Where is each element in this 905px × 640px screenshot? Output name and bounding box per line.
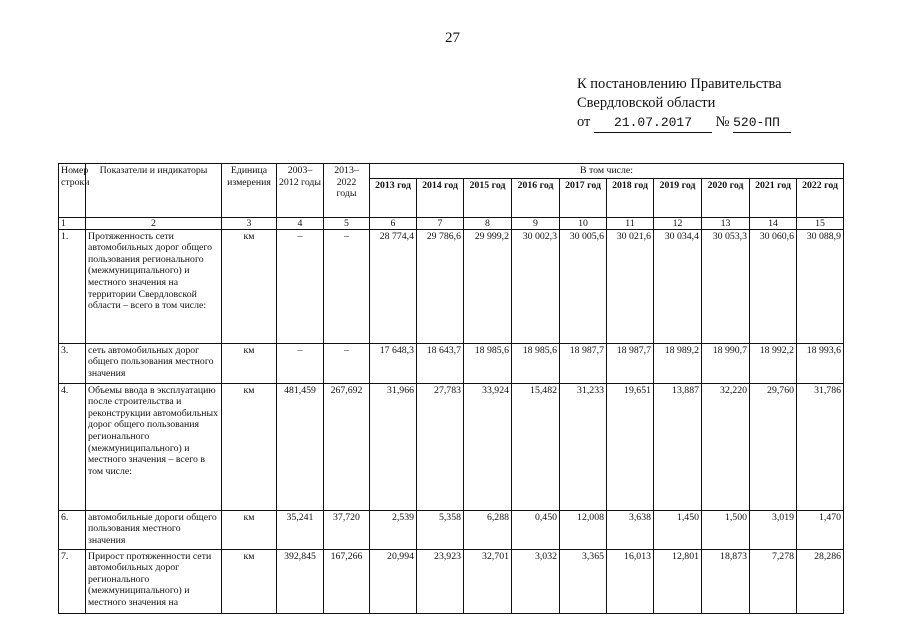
period1-value: –: [277, 343, 324, 383]
year-value: 29,760: [750, 383, 797, 510]
col-number: 5: [324, 217, 370, 229]
year-value: 12,008: [560, 510, 607, 549]
decree-line-1: К постановлению Правительства: [577, 76, 782, 92]
year-value: 0,450: [512, 510, 560, 549]
indicator-name: Прирост протяженности сети автомобильных дорог регионального (межмуниципального) и местного значения на: [86, 549, 222, 613]
decree-number: 520-ПП: [733, 113, 791, 133]
year-value: 18 993,6: [797, 343, 844, 383]
decree-date-line: [577, 113, 791, 133]
year-value: 32,701: [464, 549, 512, 613]
head-year: 2017 год: [560, 178, 607, 217]
period2-value: 267,692: [324, 383, 370, 510]
col-number: 9: [512, 217, 560, 229]
col-number: 12: [654, 217, 702, 229]
row-number: 4.: [59, 383, 86, 510]
year-value: 2,539: [370, 510, 417, 549]
col-number: 14: [750, 217, 797, 229]
year-value: 3,638: [607, 510, 654, 549]
year-value: 18 985,6: [464, 343, 512, 383]
table-row: [59, 229, 844, 343]
table-row: [59, 549, 844, 613]
indicator-name: сеть автомобильных дорог общего пользования местного значения: [86, 343, 222, 383]
decree-date: 21.07.2017: [594, 113, 712, 133]
year-value: 6,288: [464, 510, 512, 549]
year-value: 30 060,6: [750, 229, 797, 343]
col-number: 11: [607, 217, 654, 229]
table-row: [59, 510, 844, 549]
decree-line-2: Свердловской области: [577, 95, 716, 111]
year-value: 17 648,3: [370, 343, 417, 383]
year-value: 28 774,4: [370, 229, 417, 343]
year-value: 30 053,3: [702, 229, 750, 343]
col-number: 10: [560, 217, 607, 229]
head-year: 2022 год: [797, 178, 844, 217]
head-year: 2020 год: [702, 178, 750, 217]
indicators-table: [58, 163, 844, 614]
year-value: 3,032: [512, 549, 560, 613]
year-value: 30 002,3: [512, 229, 560, 343]
decree-reference: [577, 75, 791, 133]
col-number: 4: [277, 217, 324, 229]
row-number: 6.: [59, 510, 86, 549]
period1-value: 35,241: [277, 510, 324, 549]
year-value: 15,482: [512, 383, 560, 510]
head-indicator: Показатели и индикаторы: [86, 164, 222, 218]
year-value: 30 005,6: [560, 229, 607, 343]
head-year: 2021 год: [750, 178, 797, 217]
head-including: В том числе:: [370, 164, 844, 179]
year-value: 18 990,7: [702, 343, 750, 383]
indicator-name: Протяженность сети автомобильных дорог общего пользования регионального (межмуниципального) и местного значения на территории Свердловской области – всего в том числе:: [86, 229, 222, 343]
col-number: 8: [464, 217, 512, 229]
head-row-no: Номер строки: [59, 164, 86, 218]
year-value: 33,924: [464, 383, 512, 510]
indicator-name: автомобильные дороги общего пользования местного значения: [86, 510, 222, 549]
year-value: 13,887: [654, 383, 702, 510]
year-value: 30 034,4: [654, 229, 702, 343]
year-value: 31,786: [797, 383, 844, 510]
year-value: 20,994: [370, 549, 417, 613]
unit-cell: км: [222, 343, 277, 383]
year-value: 18 992,2: [750, 343, 797, 383]
year-value: 18 989,2: [654, 343, 702, 383]
year-value: 18 643,7: [417, 343, 464, 383]
date-prefix: от: [577, 114, 591, 130]
year-value: 30 088,9: [797, 229, 844, 343]
year-value: 19,651: [607, 383, 654, 510]
year-value: 12,801: [654, 549, 702, 613]
unit-cell: км: [222, 383, 277, 510]
unit-cell: км: [222, 229, 277, 343]
head-year: 2016 год: [512, 178, 560, 217]
period2-value: 167,266: [324, 549, 370, 613]
table-row: [59, 343, 844, 383]
col-number: 3: [222, 217, 277, 229]
year-value: 18 985,6: [512, 343, 560, 383]
table-row: [59, 383, 844, 510]
page-number: 27: [445, 30, 460, 46]
year-value: 31,233: [560, 383, 607, 510]
year-value: 29 786,6: [417, 229, 464, 343]
year-value: 18 987,7: [607, 343, 654, 383]
col-number: 6: [370, 217, 417, 229]
year-value: 32,220: [702, 383, 750, 510]
year-value: 7,278: [750, 549, 797, 613]
year-value: 27,783: [417, 383, 464, 510]
year-value: 1,500: [702, 510, 750, 549]
period1-value: –: [277, 229, 324, 343]
row-number: 1.: [59, 229, 86, 343]
period1-value: 481,459: [277, 383, 324, 510]
head-year: 2013 год: [370, 178, 417, 217]
col-number: 7: [417, 217, 464, 229]
year-value: 28,286: [797, 549, 844, 613]
col-number: 15: [797, 217, 844, 229]
year-value: 1,470: [797, 510, 844, 549]
unit-cell: км: [222, 510, 277, 549]
year-value: 3,365: [560, 549, 607, 613]
year-value: 1,450: [654, 510, 702, 549]
year-value: 16,013: [607, 549, 654, 613]
col-number: 1: [59, 217, 86, 229]
year-value: 30 021,6: [607, 229, 654, 343]
row-number: 3.: [59, 343, 86, 383]
unit-cell: км: [222, 549, 277, 613]
head-period-2003-2012: 2003–2012 годы: [277, 164, 324, 218]
head-year: 2015 год: [464, 178, 512, 217]
year-value: 18 987,7: [560, 343, 607, 383]
period2-value: –: [324, 343, 370, 383]
year-value: 3,019: [750, 510, 797, 549]
year-value: 29 999,2: [464, 229, 512, 343]
head-year: 2018 год: [607, 178, 654, 217]
indicator-name: Объемы ввода в эксплуатацию после строительства и реконструкции автомобильных дорог общего пользования регионального (межмуниципального) и местного значения – всего в том числе:: [86, 383, 222, 510]
year-value: 5,358: [417, 510, 464, 549]
head-period-2013-2022: 2013–2022 годы: [324, 164, 370, 218]
head-unit: Единица измерения: [222, 164, 277, 218]
number-prefix: №: [715, 114, 730, 130]
head-year: 2014 год: [417, 178, 464, 217]
period2-value: –: [324, 229, 370, 343]
period1-value: 392,845: [277, 549, 324, 613]
col-number: 2: [86, 217, 222, 229]
year-value: 18,873: [702, 549, 750, 613]
period2-value: 37,720: [324, 510, 370, 549]
year-value: 31,966: [370, 383, 417, 510]
row-number: 7.: [59, 549, 86, 613]
head-year: 2019 год: [654, 178, 702, 217]
year-value: 23,923: [417, 549, 464, 613]
col-number: 13: [702, 217, 750, 229]
